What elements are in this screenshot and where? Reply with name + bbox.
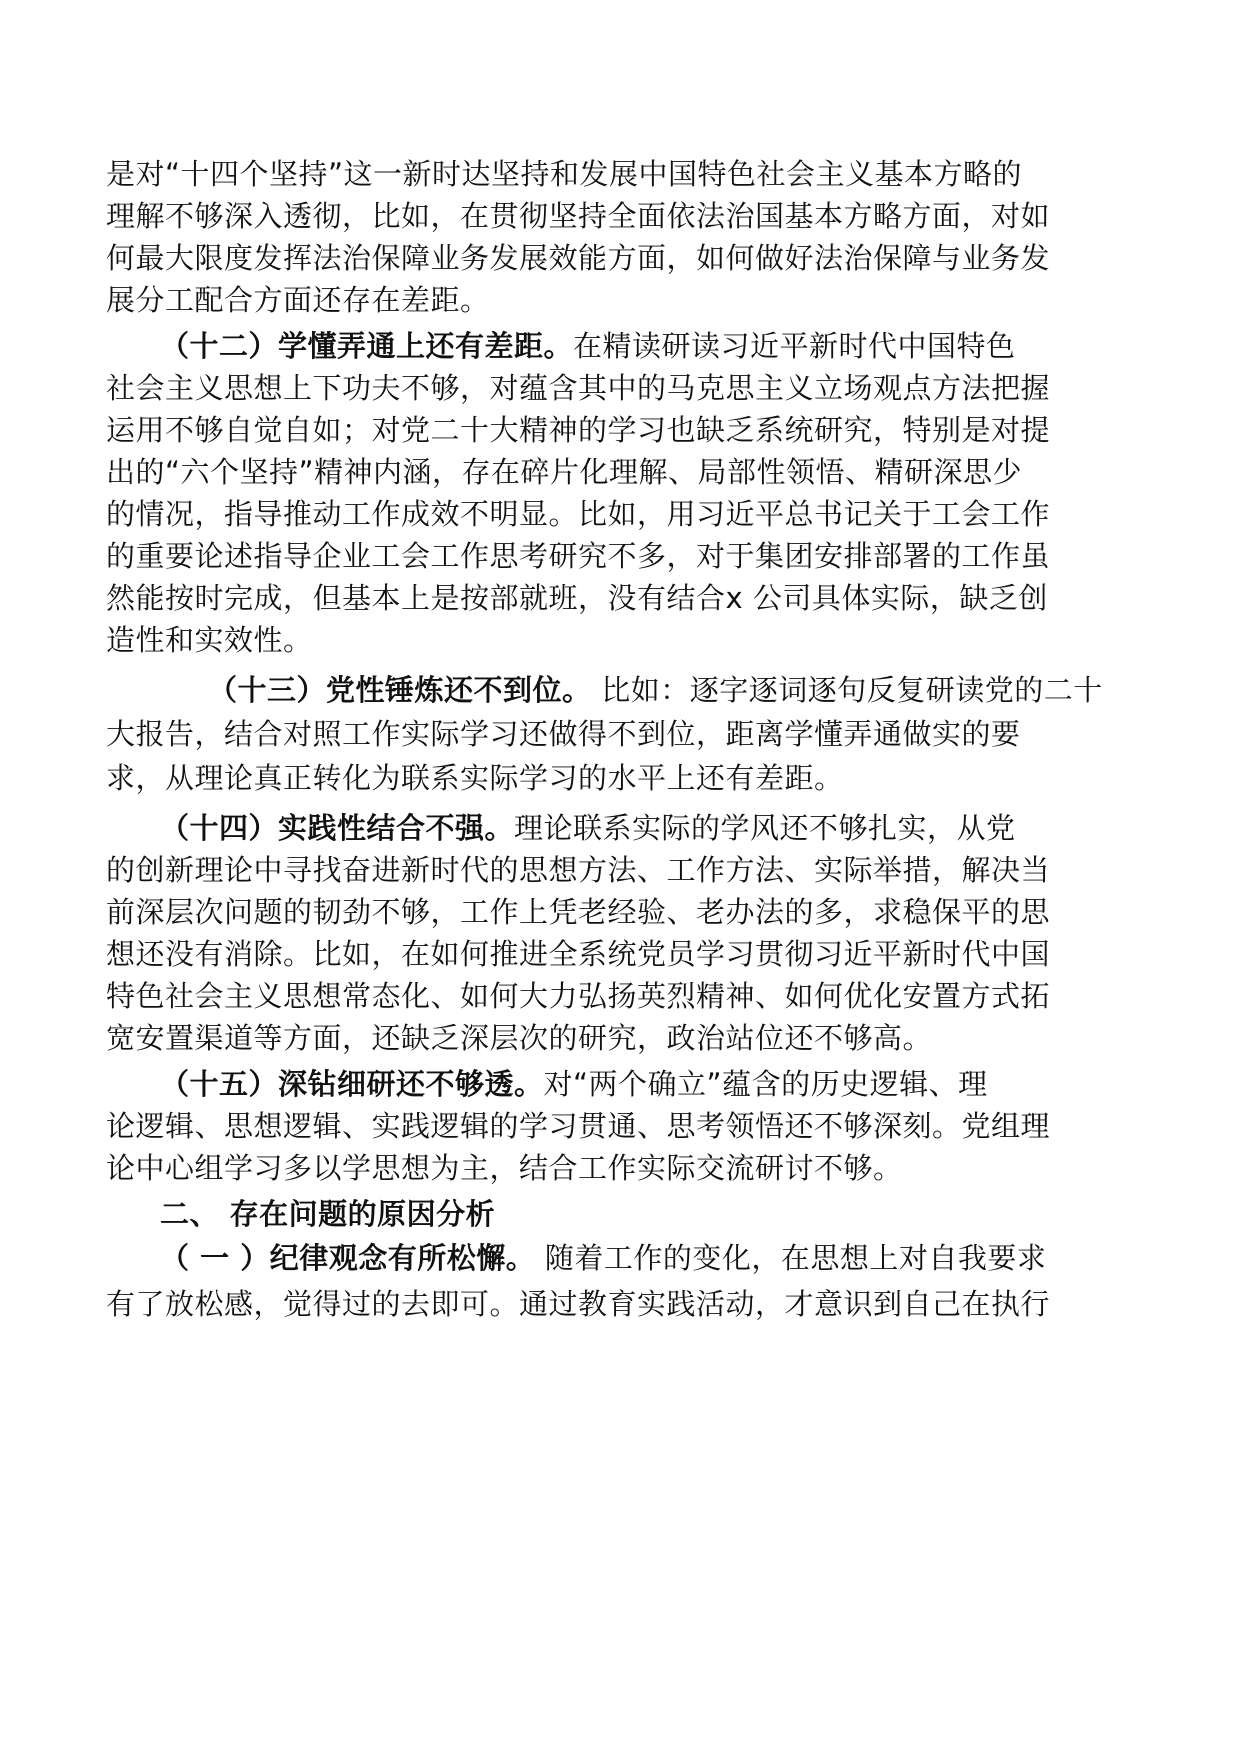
paragraph-heading: （十四）实践性结合不强。 <box>160 811 515 845</box>
text-span: 对“两个确立”蕴含的历史逻辑、理 <box>543 1067 988 1101</box>
text-span: 的情况，指导推动工作成效不明显。比如，用习近平总书记关于工会工作 <box>106 497 1051 531</box>
paragraph-line <box>160 324 1016 368</box>
paragraph-line <box>160 1236 1046 1280</box>
paragraph-line <box>160 806 1016 850</box>
text-span: 特色社会主义思想常态化、如何大力弘扬英烈精神、如何优化安置方式拓 <box>106 979 1051 1013</box>
paragraph-line <box>106 1146 903 1190</box>
paragraph-line <box>106 534 1050 578</box>
text-span: 运用不够自觉自如；对党二十大精神的学习也缺乏系统研究，特别是对提 <box>106 413 1051 447</box>
text-span: 理论联系实际的学风还不够扎实，从党 <box>514 811 1016 845</box>
paragraph-line <box>106 492 1050 536</box>
text-span: 理解不够深入透彻，比如，在贯彻坚持全面依法治国基本方略方面，对如 <box>106 199 1051 233</box>
paragraph-heading: （十五）深钻细研还不够透。 <box>160 1067 544 1101</box>
text-span: 出的“六个坚持”精神内涵，存在碎片化理解、局部性领悟、精研深思少 <box>106 455 1023 489</box>
paragraph-line <box>106 576 1048 620</box>
section-heading-text: 二、 存在问题的原因分析 <box>160 1197 496 1231</box>
text-span: 大报告，结合对照工作实际学习还做得不到位，距离学懂弄通做实的要 <box>106 717 1021 751</box>
text-span: 前深层次问题的韧劲不够，工作上凭老经验、老办法的多，求稳保平的思 <box>106 895 1051 929</box>
paragraph-line <box>106 890 1050 934</box>
paragraph-line <box>106 848 1050 892</box>
section-heading <box>160 1192 495 1236</box>
text-span: 想还没有消除。比如，在如何推进全系统党员学习贯彻习近平新时代中国 <box>106 937 1051 971</box>
text-span: 然能按时完成，但基本上是按部就班，没有结合x 公司具体实际，缺乏创 <box>106 581 1048 615</box>
paragraph-heading: （十二）学懂弄通上还有差距。 <box>160 329 574 363</box>
text-span: 社会主义思想上下功夫不够，对蕴含其中的马克思主义立场观点方法把握 <box>106 371 1051 405</box>
paragraph-line <box>106 932 1050 976</box>
paragraph-line <box>106 366 1050 410</box>
paragraph-line <box>106 756 844 800</box>
text-span: 宽安置渠道等方面，还缺乏深层次的研究，政治站位还不够高。 <box>106 1021 933 1055</box>
paragraph-line <box>106 618 313 662</box>
text-span: 是对“十四个坚持”这一新时达坚持和发展中国特色社会主义基本方略的 <box>106 157 1023 191</box>
text-span: 何最大限度发挥法治保障业务发展效能方面，如何做好法治保障与业务发 <box>106 241 1051 275</box>
paragraph-line <box>106 712 1021 756</box>
paragraph-line <box>106 1016 932 1060</box>
text-span: 随着工作的变化，在思想上对自我要求 <box>535 1241 1047 1275</box>
text-span: 论中心组学习多以学思想为主，结合工作实际交流研讨不够。 <box>106 1151 903 1185</box>
text-span: 在精读研读习近平新时代中国特色 <box>573 329 1016 363</box>
paragraph-line <box>106 450 1022 494</box>
text-span: 求，从理论真正转化为联系实际学习的水平上还有差距。 <box>106 761 844 795</box>
paragraph-heading: （十三）党性锤炼还不到位。 <box>208 673 592 707</box>
text-span: 的重要论述指导企业工会工作思考研究不多，对于集团安排部署的工作虽 <box>106 539 1051 573</box>
paragraph-line <box>106 974 1050 1018</box>
paragraph-line <box>106 1104 1050 1148</box>
paragraph-line <box>208 668 1103 712</box>
text-span: 展分工配合方面还存在差距。 <box>106 283 490 317</box>
paragraph-line <box>106 1282 1050 1326</box>
text-span: 论逻辑、思想逻辑、实践逻辑的学习贯通、思考领悟还不够深刻。党组理 <box>106 1109 1051 1143</box>
paragraph-heading: （ 一 ）纪律观念有所松懈。 <box>160 1241 536 1275</box>
paragraph-line <box>160 1062 988 1106</box>
text-span: 造性和实效性。 <box>106 623 313 657</box>
paragraph-line <box>106 408 1050 452</box>
paragraph-line <box>106 152 1022 196</box>
text-span: 的创新理论中寻找奋进新时代的思想方法、工作方法、实际举措，解决当 <box>106 853 1051 887</box>
text-span: 有了放松感，觉得过的去即可。通过教育实践活动，才意识到自己在执行 <box>106 1287 1051 1321</box>
paragraph-line <box>106 236 1050 280</box>
text-span: 比如：逐字逐词逐句反复研读党的二十 <box>591 673 1103 707</box>
paragraph-line <box>106 194 1050 238</box>
paragraph-line <box>106 278 490 322</box>
